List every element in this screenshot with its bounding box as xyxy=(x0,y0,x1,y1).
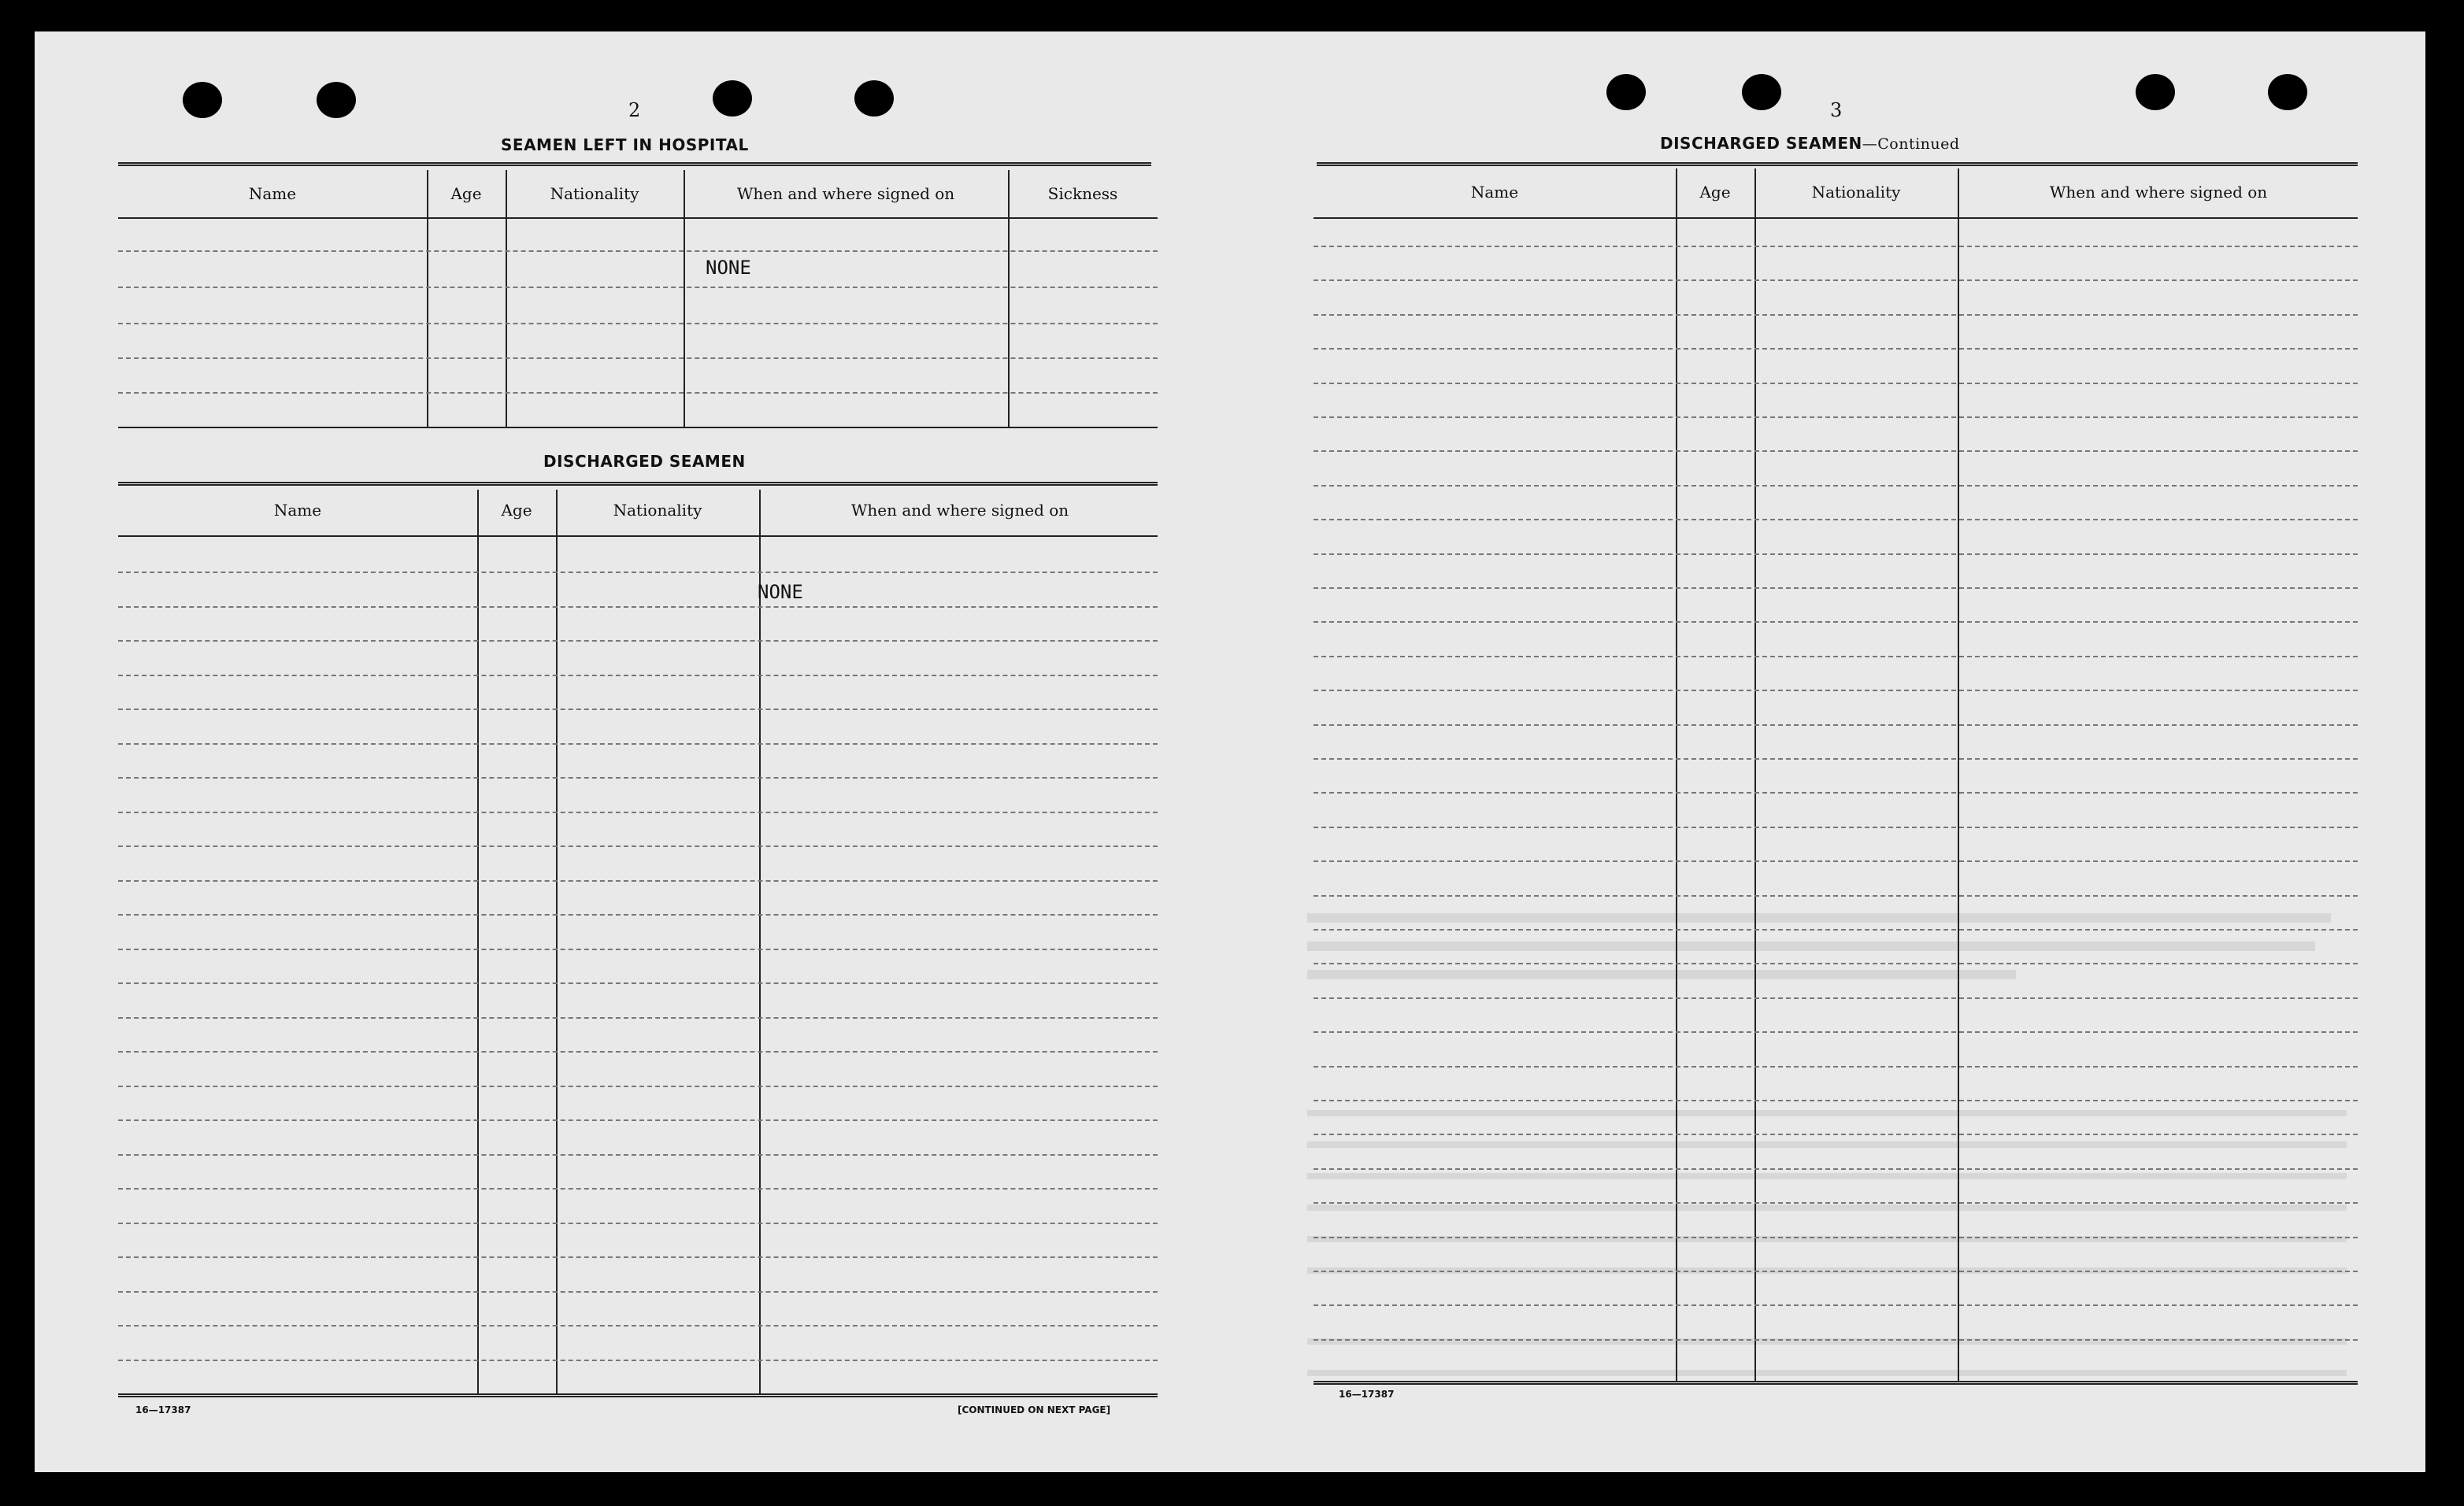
blank-entry-line xyxy=(1314,1237,2358,1238)
blank-entry-line xyxy=(1314,827,2358,828)
blank-entry-line xyxy=(118,1325,1158,1327)
blank-entry-line xyxy=(118,640,1158,642)
blank-entry-line xyxy=(1314,519,2358,520)
blank-entry-line xyxy=(118,1291,1158,1293)
col-header-age: Age xyxy=(501,501,532,520)
header-underline xyxy=(1314,217,2358,219)
col-header-age: Age xyxy=(1699,183,1731,202)
blank-entry-line xyxy=(1314,1031,2358,1033)
blank-entry-line xyxy=(118,1223,1158,1224)
blank-entry-line xyxy=(118,1017,1158,1019)
bleed-through-mark xyxy=(1307,970,2016,979)
blank-entry-line xyxy=(1314,1066,2358,1068)
col-header-when-where: When and where signed on xyxy=(736,184,955,203)
bleed-through-mark xyxy=(1307,1370,2347,1376)
form-number: 16—17387 xyxy=(1339,1389,1395,1400)
discharged-table-bottom xyxy=(1314,1381,2358,1385)
blank-entry-line xyxy=(1314,997,2358,999)
header-underline xyxy=(118,217,1158,219)
hospital-section-title: SEAMEN LEFT IN HOSPITAL xyxy=(501,135,749,154)
bleed-through-mark xyxy=(1307,1110,2347,1116)
col-header-name: Name xyxy=(1470,183,1519,202)
blank-entry-line xyxy=(118,1051,1158,1053)
punch-hole xyxy=(713,80,752,117)
blank-entry-line xyxy=(1314,416,2358,418)
blank-entry-line xyxy=(118,250,1158,252)
blank-entry-line xyxy=(1314,348,2358,350)
bleed-through-mark xyxy=(1307,1204,2347,1211)
punch-hole xyxy=(854,80,894,117)
blank-entry-line xyxy=(1314,1202,2358,1204)
col-header-nationality: Nationality xyxy=(613,501,702,520)
punch-hole xyxy=(317,82,356,118)
continued-note: [CONTINUED ON NEXT PAGE] xyxy=(958,1404,1111,1415)
discharged-table-bottom xyxy=(118,1393,1158,1397)
column-divider xyxy=(684,170,685,427)
blank-entry-line xyxy=(1314,929,2358,931)
discharged-title-rule xyxy=(1317,162,2358,166)
header-underline xyxy=(118,535,1158,537)
blank-entry-line xyxy=(118,1154,1158,1156)
col-header-age: Age xyxy=(450,184,482,203)
col-header-name: Name xyxy=(273,501,322,520)
blank-entry-line xyxy=(1314,1339,2358,1341)
blank-entry-line xyxy=(1314,621,2358,623)
column-divider xyxy=(1008,170,1010,427)
column-divider xyxy=(1958,168,1959,1381)
blank-entry-line xyxy=(1314,690,2358,691)
blank-entry-line xyxy=(118,572,1158,573)
blank-entry-line xyxy=(118,675,1158,676)
blank-entry-line xyxy=(1314,1168,2358,1170)
discharged-section-title: DISCHARGED SEAMEN xyxy=(543,452,746,471)
blank-entry-line xyxy=(1314,860,2358,862)
blank-entry-line xyxy=(1314,724,2358,726)
blank-entry-line xyxy=(118,392,1158,394)
bleed-through-mark xyxy=(1307,1142,2347,1148)
blank-entry-line xyxy=(1314,450,2358,452)
blank-entry-line xyxy=(118,1086,1158,1087)
blank-entry-line xyxy=(118,982,1158,984)
blank-entry-line xyxy=(118,1188,1158,1190)
discharged-continued-title xyxy=(1660,134,1960,153)
blank-entry-line xyxy=(1314,246,2358,247)
blank-entry-line xyxy=(118,357,1158,359)
blank-entry-line xyxy=(1314,485,2358,487)
blank-entry-line xyxy=(118,1360,1158,1361)
form-number: 16—17387 xyxy=(135,1404,191,1415)
punch-hole xyxy=(183,82,222,118)
blank-entry-line xyxy=(1314,758,2358,760)
col-header-when-where: When and where signed on xyxy=(2049,183,2268,202)
discharged-title-text: DISCHARGED SEAMEN xyxy=(1660,134,1862,153)
blank-entry-line xyxy=(1314,963,2358,964)
blank-entry-line xyxy=(1314,587,2358,589)
col-header-when-where: When and where signed on xyxy=(850,501,1069,520)
blank-entry-line xyxy=(118,606,1158,608)
blank-entry-line xyxy=(118,1119,1158,1121)
blank-entry-line xyxy=(1314,1134,2358,1135)
hospital-table-bottom xyxy=(118,427,1158,428)
bleed-through-mark xyxy=(1307,913,2331,923)
column-divider xyxy=(1676,168,1677,1381)
blank-entry-line xyxy=(118,287,1158,288)
blank-entry-line xyxy=(118,914,1158,916)
blank-entry-line xyxy=(118,743,1158,745)
blank-entry-line xyxy=(118,709,1158,710)
punch-hole xyxy=(2268,74,2307,110)
continued-suffix: —Continued xyxy=(1862,135,1960,153)
page-number: 2 xyxy=(628,99,641,121)
column-divider xyxy=(427,170,428,427)
discharged-entry-none: NONE xyxy=(758,581,803,603)
punch-hole xyxy=(2136,74,2175,110)
blank-entry-line xyxy=(1314,383,2358,384)
col-header-nationality: Nationality xyxy=(550,184,639,203)
punch-hole xyxy=(1742,74,1781,110)
blank-entry-line xyxy=(1314,1271,2358,1272)
col-header-name: Name xyxy=(248,184,297,203)
blank-entry-line xyxy=(1314,1304,2358,1306)
blank-entry-line xyxy=(118,1256,1158,1258)
column-divider xyxy=(1754,168,1756,1381)
col-header-nationality: Nationality xyxy=(1811,183,1901,202)
blank-entry-line xyxy=(118,846,1158,847)
discharged-title-rule xyxy=(118,482,1158,486)
bleed-through-mark xyxy=(1307,1173,2347,1179)
punch-hole xyxy=(1606,74,1646,110)
blank-entry-line xyxy=(118,777,1158,779)
page-number: 3 xyxy=(1830,99,1843,121)
blank-entry-line xyxy=(1314,895,2358,897)
blank-entry-line xyxy=(1314,792,2358,794)
blank-entry-line xyxy=(1314,656,2358,657)
blank-entry-line xyxy=(118,812,1158,813)
blank-entry-line xyxy=(1314,553,2358,555)
blank-entry-line xyxy=(1314,279,2358,281)
bleed-through-mark xyxy=(1307,942,2315,951)
blank-entry-line xyxy=(118,949,1158,950)
blank-entry-line xyxy=(118,323,1158,324)
blank-entry-line xyxy=(118,880,1158,882)
blank-entry-line xyxy=(1314,314,2358,316)
col-header-sickness: Sickness xyxy=(1047,184,1118,203)
hospital-entry-none: NONE xyxy=(706,257,751,279)
column-divider xyxy=(506,170,507,427)
blank-entry-line xyxy=(1314,1100,2358,1101)
hospital-title-rule xyxy=(118,162,1151,166)
